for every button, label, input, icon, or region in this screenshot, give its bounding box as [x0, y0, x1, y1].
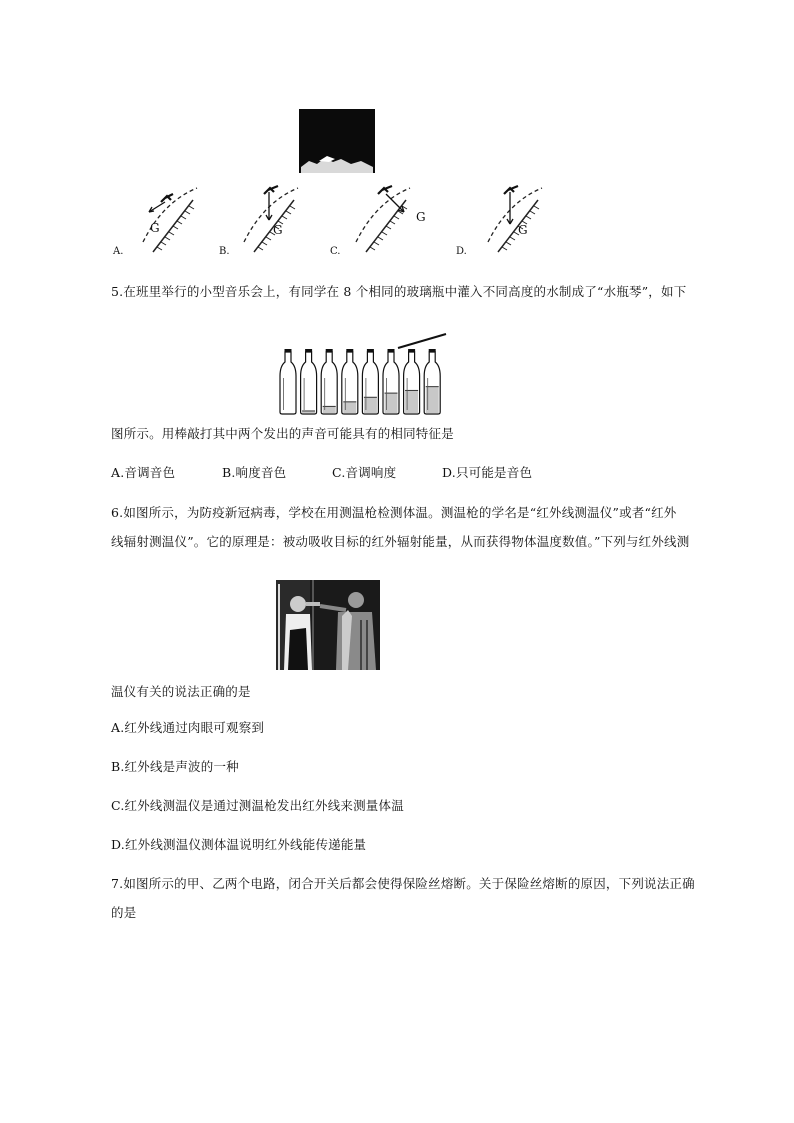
- q4-option-c-label: C.: [330, 246, 341, 257]
- bottle-cap: [408, 349, 415, 352]
- bottle-cap: [429, 349, 436, 352]
- bottle-cap: [367, 349, 374, 352]
- bottle-cap: [388, 349, 395, 352]
- glass-bottle: [342, 349, 358, 414]
- q4-option-b-label: B.: [219, 246, 230, 257]
- temperature-check-photo: [276, 580, 380, 670]
- glass-bottle: [404, 349, 420, 414]
- thermometer-gun-icon: [306, 602, 320, 606]
- q5-stem-line2: 图所示。用棒敲打其中两个发出的声音可能具有的相同特征是: [111, 426, 454, 441]
- q6-option-b: B.红外线是声波的一种: [111, 759, 239, 774]
- glass-bottle: [280, 349, 296, 414]
- skier-photo: [299, 109, 375, 173]
- q4-force-label-c: G: [416, 210, 426, 224]
- bottle-cap: [285, 349, 292, 352]
- q6-option-d: D.红外线测温仪测体温说明红外线能传递能量: [111, 837, 367, 852]
- striking-stick: [398, 334, 446, 348]
- glass-bottle: [383, 349, 399, 414]
- staff-head-icon: [348, 592, 364, 608]
- q6-option-a: A.红外线通过肉眼可观察到: [111, 720, 265, 735]
- glass-bottle: [424, 349, 440, 414]
- q5-option-c: C.音调响度: [332, 465, 397, 480]
- bottle-outline: [321, 352, 337, 414]
- q4-option-c-diagram: [348, 180, 418, 260]
- q6-option-c: C.红外线测温仪是通过测温枪发出红外线来测量体温: [111, 798, 404, 813]
- q5-stem-line1: 5.在班里举行的小型音乐会上，有同学在 8 个相同的玻璃瓶中灌入不同高度的水制成了“水瓶琴”，如下: [111, 284, 687, 299]
- q4-force-label-a: G: [150, 221, 160, 235]
- q7-stem-line2: 的是: [111, 905, 137, 920]
- bottle-outline: [301, 352, 317, 414]
- glass-bottle: [362, 349, 378, 414]
- q5-option-a: A.音调音色: [111, 465, 176, 480]
- q4-option-a-diagram: [135, 180, 205, 260]
- skier-photo-snow: [299, 109, 375, 173]
- water-bottle-xylophone: [276, 330, 451, 416]
- q6-stem-line1: 6.如图所示，为防疫新冠病毒，学校在用测温枪检测体温。测温枪的学名是“红外线测温仪”或者“红外: [111, 505, 677, 520]
- q5-option-d: D.只可能是音色: [442, 465, 533, 480]
- q4-force-label-d: G: [518, 223, 528, 237]
- glass-bottle: [321, 349, 337, 414]
- bottle-outline: [280, 352, 296, 414]
- bottle-cap: [326, 349, 333, 352]
- q4-force-label-b: G: [273, 223, 283, 237]
- student-head-icon: [290, 596, 306, 612]
- bottle-cap: [305, 349, 312, 352]
- q4-option-a-label: A.: [113, 246, 124, 257]
- glass-bottle: [301, 349, 317, 414]
- q7-stem-line1: 7.如图所示的甲、乙两个电路，闭合开关后都会使得保险丝熔断。关于保险丝熔断的原因，下列说法正确: [111, 876, 695, 891]
- q4-option-d-diagram: [480, 180, 550, 260]
- q4-option-d-label: D.: [456, 246, 467, 257]
- q6-stem-line3: 温仪有关的说法正确的是: [111, 684, 251, 699]
- q4-option-b-diagram: [236, 180, 306, 260]
- q6-stem-line2: 线辐射测温仪”。它的原理是：被动吸收目标的红外辐射能量，从而获得物体温度数值。”下列与红外线测: [111, 534, 690, 549]
- q5-option-b: B.响度音色: [222, 465, 287, 480]
- bottle-cap: [346, 349, 353, 352]
